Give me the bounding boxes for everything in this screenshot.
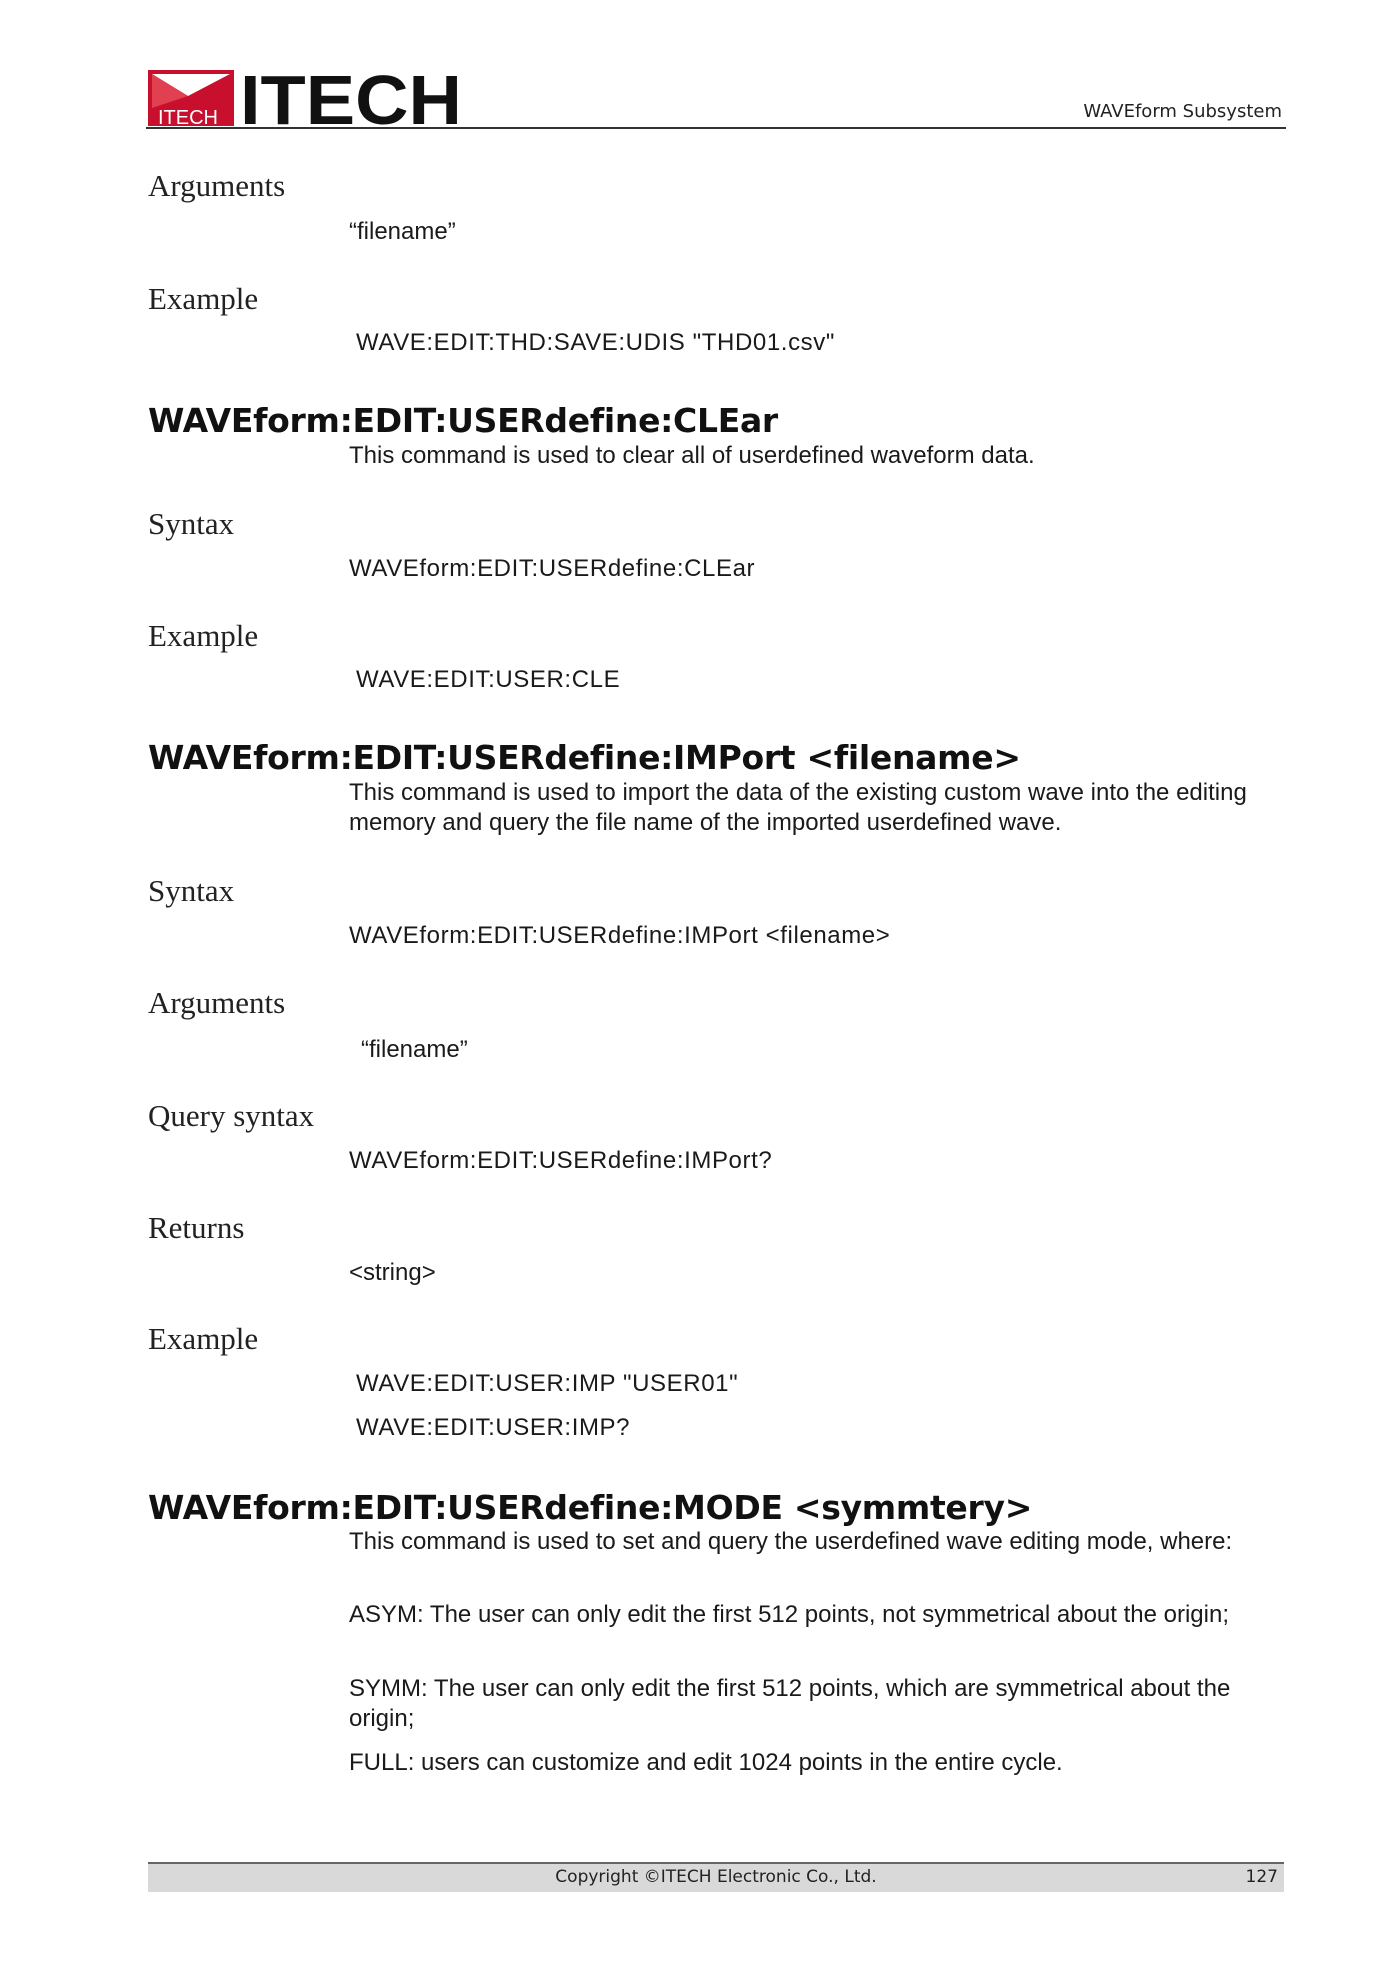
import-query-syntax: WAVEform:EDIT:USERdefine:IMPort? bbox=[349, 1147, 773, 1174]
import-arguments: “filename” bbox=[361, 1036, 468, 1063]
mode-symm: SYMM: The user can only edit the first 512 points, which are symmetrical about the origin; bbox=[349, 1675, 1231, 1732]
arguments-value: “filename” bbox=[349, 218, 456, 245]
import-syntax-label: Syntax bbox=[148, 873, 235, 908]
logo-badge-text: ITECH bbox=[158, 107, 218, 129]
arguments-label: Arguments bbox=[148, 168, 286, 203]
clear-example: WAVE:EDIT:USER:CLE bbox=[356, 666, 621, 693]
import-returns: <string> bbox=[349, 1259, 436, 1286]
logo-text: ITECH bbox=[240, 62, 462, 130]
itech-logo bbox=[148, 62, 464, 130]
page-number: 127 bbox=[1245, 1867, 1278, 1887]
footer-copyright: Copyright ©ITECH Electronic Co., Ltd. bbox=[555, 1867, 877, 1887]
mode-asym: ASYM: The user can only edit the first 512 points, not symmetrical about the origin; bbox=[349, 1601, 1229, 1628]
import-syntax: WAVEform:EDIT:USERdefine:IMPort <filename> bbox=[349, 922, 891, 949]
import-example-label: Example bbox=[148, 1321, 259, 1356]
import-description: This command is used to import the data of the existing custom wave into the editing memory and query the file name of the imported userdefined wave. bbox=[349, 779, 1247, 836]
clear-syntax: WAVEform:EDIT:USERdefine:CLEar bbox=[349, 555, 756, 582]
mode-description: This command is used to set and query the userdefined wave editing mode, where: bbox=[349, 1528, 1233, 1555]
footer bbox=[148, 1862, 1284, 1892]
import-query-label: Query syntax bbox=[148, 1098, 315, 1133]
clear-description: This command is used to clear all of userdefined waveform data. bbox=[349, 442, 1035, 469]
clear-example-label: Example bbox=[148, 618, 259, 653]
mode-full: FULL: users can customize and edit 1024 points in the entire cycle. bbox=[349, 1749, 1063, 1776]
example-label: Example bbox=[148, 281, 259, 316]
example-value: WAVE:EDIT:THD:SAVE:UDIS "THD01.csv" bbox=[356, 329, 835, 356]
header-section-title: WAVEform Subsystem bbox=[1083, 101, 1282, 122]
header-divider bbox=[146, 127, 1286, 129]
import-returns-label: Returns bbox=[148, 1210, 245, 1245]
import-example-1: WAVE:EDIT:USER:IMP "USER01" bbox=[356, 1370, 739, 1397]
mode-command-heading: WAVEform:EDIT:USERdefine:MODE <symmtery> bbox=[148, 1488, 1033, 1527]
import-example-2: WAVE:EDIT:USER:IMP? bbox=[356, 1414, 631, 1441]
import-command-heading: WAVEform:EDIT:USERdefine:IMPort <filename> bbox=[148, 738, 1021, 777]
import-arguments-label: Arguments bbox=[148, 985, 286, 1020]
clear-command-heading: WAVEform:EDIT:USERdefine:CLEar bbox=[148, 401, 778, 440]
clear-syntax-label: Syntax bbox=[148, 506, 235, 541]
